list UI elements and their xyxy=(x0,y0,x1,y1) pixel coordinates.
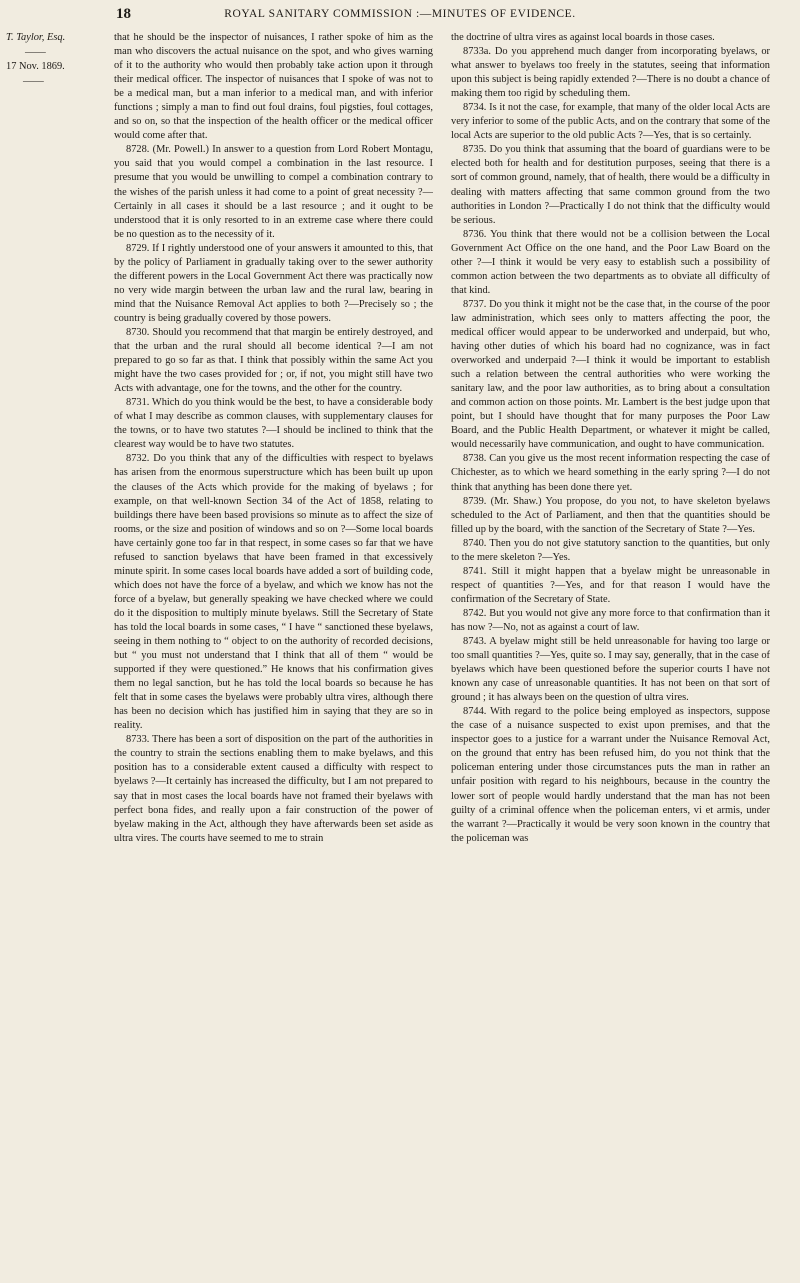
paragraph: 8742. But you would not give any more force to that confirmation than it has now ?—No, not as against a court of law. xyxy=(451,607,770,633)
paragraph: 8743. A byelaw might still be held unreasonable for having too large or too small quantities ?—Yes, quite so. I may say, generally, that in the case of byelaws which have been questioned before the superior courts I have not known any case of unreasonable quantities. It has not been on that sort of ground ; it has always been on the question of ultra vires. xyxy=(451,636,770,704)
left-column xyxy=(114,31,433,1266)
margin-dash: —— xyxy=(25,46,46,58)
paragraph: 8737. Do you think it might not be the case that, in the course of the poor law administration, which sees only to matters affecting the poor, the medical officer would appear to be underworked and underpaid, but who, having other duties of which his board had no cognizance, was in fact overworked and underpaid ?—I think it would be important to establish such a relation between the central authorities who were working the sanitary law, and the poor law authorities, as to bring about a consultation and common action on those points. Mr. Lambert is the best judge upon that point, but I should have thought that for many purposes the Poor Law Board, and the Public Health Department, or whatever it might be called, would necessarily have communication, and ought to have communication. xyxy=(451,298,770,451)
paragraph: 8731. Which do you think would be the best, to have a considerable body of what I may describe as common clauses, with supplementary clauses for the towns, or to have two statutes ?—I should be inclined to think that the clearest way would be to have two statutes. xyxy=(114,397,433,451)
page-header xyxy=(0,6,800,28)
margin-dash: —— xyxy=(23,75,44,87)
paragraph: the doctrine of ultra vires as against local boards in those cases. xyxy=(451,32,715,43)
evidence-date: 17 Nov. 1869. xyxy=(6,61,65,73)
paragraph: 8733. There has been a sort of disposition on the part of the authorities in the country to strain the sections enabling them to make byelaws, and this position has to a considerable extent caused a difficulty with respect to byelaws ?—It certainly has increased the difficulty, but I am not prepared to say that in most cases the local boards have not framed their byelaws with perfect bona fides, and really upon a fair construction of the power of byelaw making in the Act, although they have afterwards been set aside as ultra vires. The courts have seemed to me to strain xyxy=(114,734,433,844)
paragraph: 8738. Can you give us the most recent information respecting the case of Chichester, as to which we heard something in the early spring ?—I do not think that anything has been done there yet. xyxy=(451,453,770,493)
paragraph: 8733a. Do you apprehend much danger from incorporating byelaws, or what answer to byelaws too freely in the statutes, seeing that information upon this subject is being rapidly extended ?—There is no doubt a chance of making them too rigid by scheduling them. xyxy=(451,46,770,100)
paragraph: 8728. (Mr. Powell.) In answer to a question from Lord Robert Montagu, you said that you would compel a combination in the last resource. I presume that you would be unwilling to compel a combination contrary to the wishes of the parish unless it had come to a point of great necessity ?—Certainly in all cases it should be a last resource ; and it ought to be understood that it is only resorted to in an extreme case where there could be no question as to the necessity of it. xyxy=(114,144,433,240)
paragraph: 8736. You think that there would not be a collision between the Local Government Act Office on the one hand, and the Poor Law Board on the other ?—I think it would be very easy to establish such a possibility of common action between the two departments as to obviate all difficulty of that kind. xyxy=(451,228,770,296)
paragraph: 8729. If I rightly understood one of your answers it amounted to this, that by the policy of Parliament in gradually taking over to the sewer authority the different powers in the Local Government Act there was practically now no very wide margin between the urban law and the rural law, bearing in mind that the Nuisance Removal Act applies to both ?—Precisely so ; the country is being gradually covered by those powers. xyxy=(114,242,433,324)
paragraph: that he should be the inspector of nuisances, I rather spoke of him as the man who discovers the actual nuisance on the spot, and who gives warning of it to the authority who would then probably take action upon it through their medical officer. The inspector of nuisances that I spoke of was not to be a medical man, but a man inferior to a medical man, and with inferior functions ; simply a man to find out foul drains, foul pigsties, foul cottages, and so on, so that the inspection of the health officer or the medical officer would come after that. xyxy=(114,32,433,142)
paragraph: 8741. Still it might happen that a byelaw might be unreasonable in respect of quantities ?—Yes, and for that reason I would have the confirmation of the Secretary of State. xyxy=(451,565,770,605)
paragraph: 8734. Is it not the case, for example, that many of the older local Acts are very inferior to some of the public Acts, and on the contrary that some of the local Acts are superior to the old public Acts ?—Yes, that is so certainly. xyxy=(451,102,770,142)
page-number: 18 xyxy=(116,6,131,22)
paragraph: 8739. (Mr. Shaw.) You propose, do you not, to have skeleton byelaws scheduled to the Act of Parliament, and then that the quantities should be filled up by the board, with the sanction of the Secretary of State ?—Yes. xyxy=(451,495,770,535)
paragraph: 8732. Do you think that any of the difficulties with respect to byelaws has arisen from the enormous superstructure which has been built up upon the clauses of the Acts which provide for the making of byelaws ; for example, on that well-known Section 34 of the Act of 1858, relating to buildings there have been based provisions so minute as to affect the size of rooms, or the size and position of windows and so on ?—Some local boards have certainly gone too far in that respect, in some cases so far that we have refused to sanction byelaws that have been framed in that excessively minute spirit. In some cases local boards have added a sort of building code, which does not have the force of a byelaw, and which we know has not the force of a byelaw, but generally speaking we have checked where we could do it the disposition to multiply minute byelaws. Still the Secretary of State has told the local boards in some cases, “ I have “ sanctioned these byelaws, seeing in them nothing to “ object to on the authority of recorded decisions, but “ you must not understand that I think that all of them “ would be supported if they were questioned.” He knows that his confirmation gives them no legal sanction, but he has told the local boards so because he has felt that in some cases the byelaws were probably ultra vires, although there has been no decision which has justified him in saying that they are so in reality. xyxy=(114,453,433,732)
margin-note xyxy=(6,31,110,89)
witness-name: T. Taylor, Esq. xyxy=(6,32,66,43)
right-column xyxy=(451,31,770,1266)
paragraph: 8735. Do you think that assuming that the board of guardians were to be elected both for health and for destitution purposes, seeing that there is a sort of common ground, namely, that of health, there would be a difficulty in dealing with matters affecting that same common ground from the two authorities in London ?—Practically I do not think that the difficulty would be serious. xyxy=(451,144,770,226)
running-title: ROYAL SANITARY COMMISSION :—MINUTES OF EVIDENCE. xyxy=(224,8,576,20)
paragraph: 8730. Should you recommend that that margin be entirely destroyed, and that the urban and the rural should all become identical ?—I am not prepared to go so far as that. I think that possibly within the same Act you might have the two cases provided for ; or, if not, you might still have two Acts with advantage, one for the towns, and the other for the country. xyxy=(114,326,433,395)
paragraph: 8744. With regard to the police being employed as inspectors, suppose the case of a nuisance suspected to exist upon premises, and that the inspector goes to a justice for a warrant under the Nuisance Removal Act, on the ground that entry has been refused him, do you not think that the policeman entering under those circumstances puts the man in rather an unfair position with regard to his neighbours, because in the country the lower sort of people would hardly understand that the man has not been guilty of a criminal offence when the policeman enters, vi et armis, under the warrant ?—Practically it would be very soon known in the country that the policeman was xyxy=(451,706,770,844)
paragraph: 8740. Then you do not give statutory sanction to the quantities, but only to the mere skeleton ?—Yes. xyxy=(451,537,770,563)
